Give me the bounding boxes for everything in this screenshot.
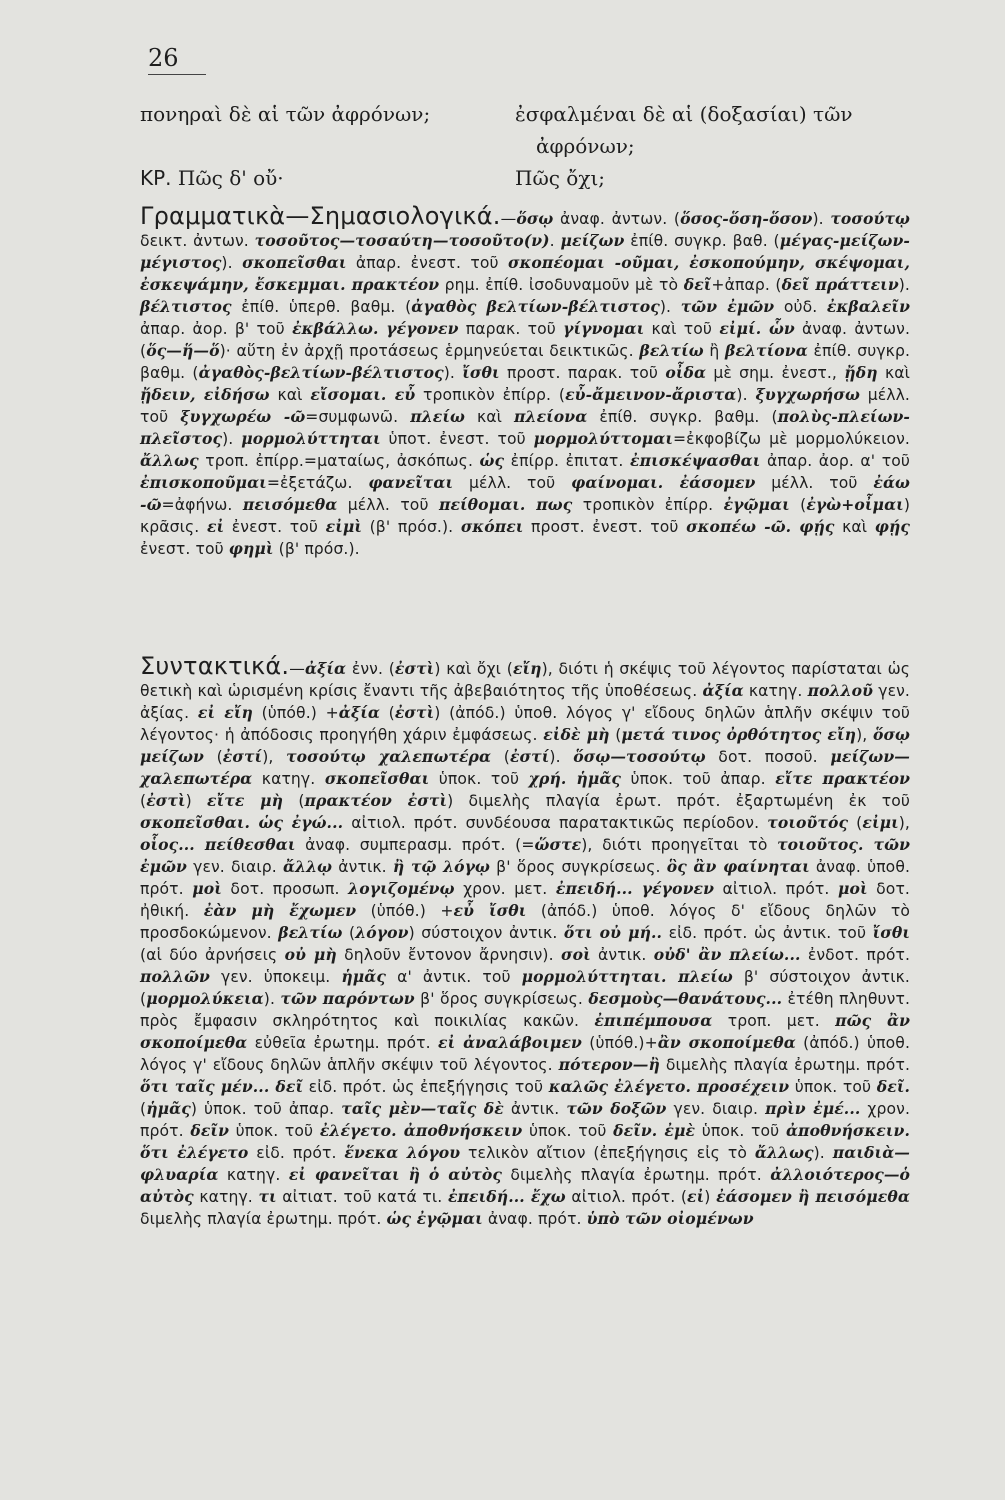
dialogue-line-1-right: ἐσφαλμέναι δὲ αἱ (δοξασίαι) τῶν xyxy=(515,102,853,126)
dialogue-line-1-cont: ἀφρόνων; xyxy=(536,134,635,158)
grammar-text: —ὅσῳ ἀναφ. ἀντων. (ὅσος-ὅση-ὅσον). τοσούτῳ δεικτ. ἀντων. τοσοῦτος—τοσαύτη—τοσοῦτο(ν). μείζων ἐπίθ. συγκρ. βαθ. (μέγας-μείζων-μέγιστος). σκοπεῖσθαι ἀπαρ. ἐνεστ. τοῦ σκοπέομαι -οῦμαι, ἐσκοπούμην, σκέψομαι, ἐσκεψάμην, ἔσκεμμαι. πρακτέον ρημ. ἐπίθ. ἰσοδυναμοῦν μὲ τὸ δεῖ+ἀπαρ. (δεῖ πράττειν). βέλτιστος ἐπίθ. ὑπερθ. βαθμ. (ἀγαθὸς βελτίων-βέλτιστος). τῶν ἐμῶν οὐδ. ἐκβαλεῖν ἀπαρ. ἀορ. β' τοῦ ἐκβάλλω. γέγονεν παρακ. τοῦ γίγνομαι καὶ τοῦ εἰμί. ὧν ἀναφ. ἀντων. (ὅς—ἥ—ὅ)· αὕτη ἐν ἀρχῇ προτάσεως ἑρμηνεύεται δεικτικῶς. βελτίω ἢ βελτίονα ἐπίθ. συγκρ. βαθμ. (ἀγαθὸς-βελτίων-βέλτιστος). ἴσθι προστ. παρακ. τοῦ οἶδα μὲ σημ. ἐνεστ., ᾔδη καὶ ᾔδειν, εἰδήσω καὶ εἴσομαι. εὖ τροπικὸν ἐπίρρ. (εὖ-ἄμεινον-ἄριστα). ξυγχωρήσω μέλλ. τοῦ ξυγχωρέω -ῶ=συμφωνῶ. πλείω καὶ πλείονα ἐπίθ. συγκρ. βαθμ. (πολὺς-πλείων-πλεῖστος). μορμολύττηται ὑποτ. ἐνεστ. τοῦ μορμολύττομαι=ἐκφοβίζω μὲ μορμολύκειον. ἄλλως τροπ. ἐπίρρ.=ματαίως, ἀσκόπως. ὡς ἐπίρρ. ἐπιτατ. ἐπισκέψασθαι ἀπαρ. ἀορ. α' τοῦ ἐπισκοποῦμαι=ἐξετάζω. φανεῖται μέλλ. τοῦ φαίνομαι. ἐάσομεν μέλλ. τοῦ ἐάω -ῶ=ἀφήνω. πεισόμεθα μέλλ. τοῦ πείθομαι. πως τροπικὸν ἐπίρρ. ἐγῷμαι (ἐγὼ+οἶμαι) κρᾶσις. εἰ ἐνεστ. τοῦ εἰμὶ (β' πρόσ.). σκόπει προστ. ἐνεστ. τοῦ σκοπέω -ῶ. φῄς καὶ φῄς ἐνεστ. τοῦ φημὶ (β' πρόσ.). xyxy=(140,209,911,558)
dialogue-line-2-right: Πῶς ὄχι; xyxy=(515,166,606,190)
page-number: 26 xyxy=(148,44,179,72)
page-number-rule xyxy=(148,74,206,75)
grammar-heading: Γραμματικὰ—Σημασιολογικά. xyxy=(140,202,501,230)
dialogue-line-1-left: πονηραὶ δὲ αἱ τῶν ἀφρόνων; xyxy=(140,102,431,126)
syntax-heading: Συντακτικά. xyxy=(140,652,290,680)
grammar-section xyxy=(140,202,911,560)
dialogue-line-2 xyxy=(140,166,910,190)
dialogue-line-1 xyxy=(140,102,910,126)
syntax-section xyxy=(140,652,911,1230)
syntax-text: —ἀξία ἐνν. (ἐστὶ) καὶ ὄχι (εἴη), διότι ἡ σκέψις τοῦ λέγοντος παρίσταται ὡς θετικὴ καὶ ὡρισμένη κρίσις ἔναντι τῆς ἀβεβαιότητος τῆς ὑποθέσεως. ἀξία κατηγ. πολλοῦ γεν. ἀξίας. εἰ εἴη (ὑπόθ.) +ἀξία (ἐστὶ) (ἀπόδ.) ὑποθ. λόγος γ' εἴδους δηλῶν ἁπλῆν σκέψιν τοῦ λέγοντος· ἡ ἀπόδοσις προηγήθη χάριν ἐμφάσεως. εἰδὲ μὴ (μετά τινος ὀρθότητος εἴη), ὅσῳ μείζων (ἐστί), τοσούτῳ χαλεπωτέρα (ἐστί). ὅσῳ—τοσούτῳ δοτ. ποσοῦ. μείζων—χαλεπωτέρα κατηγ. σκοπεῖσθαι ὑποκ. τοῦ χρή. ἡμᾶς ὑποκ. τοῦ ἀπαρ. εἴτε πρακτέον (ἐστὶ) εἴτε μὴ (πρακτέον ἐστὶ) διμελὴς πλαγία ἐρωτ. πρότ. ἐξαρτωμένη ἐκ τοῦ σκοπεῖσθαι. ὡς ἐγώ... αἰτιολ. πρότ. συνδέουσα παρατακτικῶς περίοδον. τοιοῦτός (εἰμι), οἷος... πείθεσθαι ἀναφ. συμπερασμ. πρότ. (=ὥστε), διότι προηγεῖται τὸ τοιοῦτος. τῶν ἐμῶν γεν. διαιρ. ἄλλῳ ἀντικ. ἢ τῷ λόγῳ β' ὅρος συγκρίσεως. ὃς ἂν φαίνηται ἀναφ. ὑποθ. πρότ. μοὶ δοτ. προσωπ. λογιζομένῳ χρον. μετ. ἐπειδή... γέγονεν αἰτιολ. πρότ. μοὶ δοτ. ἠθική. ἐὰν μὴ ἔχωμεν (ὑπόθ.) +εὖ ἴσθι (ἀπόδ.) ὑποθ. λόγος δ' εἴδους δηλῶν τὸ προσδοκώμενον. βελτίω (λόγον) σύστοιχον ἀντικ. ὅτι οὐ μή.. εἰδ. πρότ. ὡς ἀντικ. τοῦ ἴσθι (αἱ δύο ἀρνήσεις οὐ μὴ δηλοῦν ἔντονον ἄρνησιν). σοὶ ἀντικ. οὐδ' ἂν πλείω... ἐνδοτ. πρότ. πολλῶν γεν. ὑποκειμ. ἡμᾶς α' ἀντικ. τοῦ μορμολύττηται. πλείω β' σύστοιχον ἀντικ. (μορμολύκεια). τῶν παρόντων β' ὅρος συγκρίσεως. δεσμοὺς—θανάτους... ἐτέθη πληθυντ. πρὸς ἔμφασιν σκληρότητος καὶ ποικιλίας κακῶν. ἐπιπέμπουσα τροπ. μετ. πῶς ἂν σκοποίμεθα εὐθεῖα ἐρωτημ. πρότ. εἰ ἀναλάβοιμεν (ὑπόθ.)+ἂν σκοποίμεθα (ἀπόδ.) ὑποθ. λόγος γ' εἴδους δηλῶν ἁπλῆν σκέψιν τοῦ λέγοντος. πότερον—ἢ διμελὴς πλαγία ἐρωτημ. πρότ. ὅτι ταῖς μέν... δεῖ εἰδ. πρότ. ὡς ἐπεξήγησις τοῦ καλῶς ἐλέγετο. προσέχειν ὑποκ. τοῦ δεῖ. (ἡμᾶς) ὑποκ. τοῦ ἀπαρ. ταῖς μὲν—ταῖς δὲ ἀντικ. τῶν δοξῶν γεν. διαιρ. πρὶν ἐμέ... χρον. πρότ. δεῖν ὑποκ. τοῦ ἐλέγετο. ἀποθνήσκειν ὑποκ. τοῦ δεῖν. ἐμὲ ὑποκ. τοῦ ἀποθνήσκειν. ὅτι ἐλέγετο εἰδ. πρότ. ἕνεκα λόγου τελικὸν αἴτιον (ἐπεξήγησις εἰς τὸ ἄλλως). παιδιὰ—φλυαρία κατηγ. εἰ φανεῖται ἢ ὁ αὐτὸς διμελὴς πλαγία ἐρωτημ. πρότ. ἀλλοιότερος—ὁ αὐτὸς κατηγ. τι αἰτιατ. τοῦ κατά τι. ἐπειδή... ἔχω αἰτιολ. πρότ. (εἰ) ἐάσομεν ἢ πεισόμεθα διμελὴς πλαγία ἐρωτημ. πρότ. ὡς ἐγῷμαι ἀναφ. πρότ. ὑπὸ τῶν οἰομένων xyxy=(140,659,911,1228)
speaker-label: ΚΡ. xyxy=(140,166,172,190)
dialogue-line-2-left: Πῶς δ' οὔ· xyxy=(177,166,284,190)
